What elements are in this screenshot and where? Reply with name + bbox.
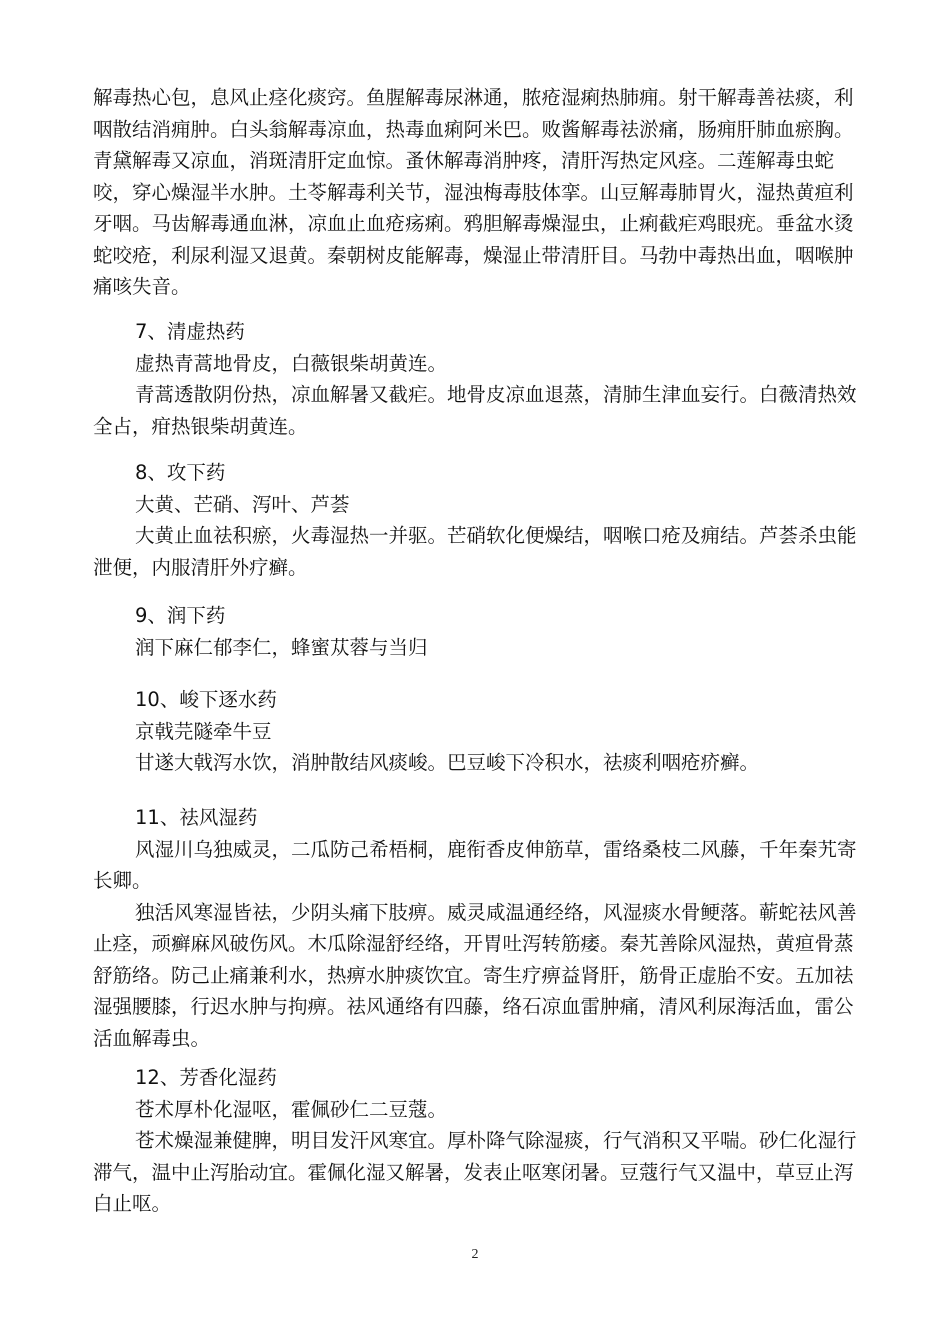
mnemonic-line: 润下麻仁郁李仁，蜂蜜苁蓉与当归 — [135, 635, 428, 659]
section-heading: 11、祛风湿药 — [135, 806, 258, 829]
body-text: 甘遂大戟泻水饮，消肿散结风痰峻。巴豆峻下冷积水，祛痰利咽疮疥癣。 — [135, 751, 760, 774]
page-number: 2 — [471, 1247, 479, 1262]
body-text: 独活风寒湿皆祛，少阴头痛下肢痹。威灵咸温通经络，风湿痰水骨鲠落。蕲蛇祛风善止痉，顽癣麻风破伤风。木瓜除湿舒经络，开胃吐泻转筋痿。秦艽善除风湿热，黄疸骨蒸舒筋络。防己止痛兼利水，热痹水肿痰饮宜。寄生疗痹益肾肝，筋骨正虚胎不安。五加祛湿强腰膝，行迟水肿与拘痹。祛风通络有四藤，络石凉血雷肿痛，清风利尿海活血，雷公活血解毒虫。 — [93, 900, 857, 1050]
body-text: 大黄止血祛积瘀，火毒湿热一并驱。芒硝软化便燥结，咽喉口疮及痈结。芦荟杀虫能泄便，内服清肝外疗癣。 — [93, 524, 857, 579]
mnemonic-line: 风湿川乌独威灵，二瓜防己希梧桐，鹿衔香皮伸筋草，雷络桑枝二风藤，千年秦艽寄长卿。 — [93, 837, 857, 892]
section-7 — [93, 316, 863, 442]
section-10 — [93, 684, 863, 779]
section-heading: 9、润下药 — [135, 604, 226, 627]
section-9 — [93, 600, 863, 663]
section-heading: 10、峻下逐水药 — [135, 688, 277, 711]
mnemonic-line: 虚热青蒿地骨皮，白薇银柴胡黄连。 — [135, 351, 448, 375]
mnemonic-line: 苍术厚朴化湿呕，霍佩砂仁二豆蔻。 — [135, 1097, 448, 1121]
section-heading: 7、清虚热药 — [135, 320, 245, 343]
body-text: 青蒿透散阴份热，凉血解暑又截疟。地骨皮凉血退蒸，清肺生津血妄行。白薇清热效全占，疳热银柴胡黄连。 — [93, 383, 857, 438]
body-text: 苍术燥湿兼健脾，明目发汗风寒宜。厚朴降气除湿痰，行气消积又平喘。砂仁化湿行滞气，温中止泻胎动宜。霍佩化湿又解暑，发表止呕寒闭暑。豆蔻行气又温中，草豆止泻白止呕。 — [93, 1129, 857, 1215]
section-12 — [93, 1062, 863, 1220]
body-text: 解毒热心包，息风止痉化痰窍。鱼腥解毒尿淋通，脓疮湿痢热肺痈。射干解毒善祛痰，利咽散结消痈肿。白头翁解毒凉血，热毒血痢阿米巴。败酱解毒祛淤痛，肠痈肝肺血瘀胸。青黛解毒又凉血，消斑清肝定血惊。蚤休解毒消肿疼，清肝泻热定风痉。二莲解毒虫蛇咬，穿心燥湿半水肿。土苓解毒利关节，湿浊梅毒肢体挛。山豆解毒肺胃火，湿热黄疸利牙咽。马齿解毒通血淋，凉血止血疮疡痢。鸦胆解毒燥湿虫，止痢截疟鸡眼疣。垂盆水烫蛇咬疮，利尿利湿又退黄。秦朝树皮能解毒，燥湿止带清肝目。马勃中毒热出血，咽喉肿痛咳失音。 — [93, 86, 854, 298]
intro-paragraph — [93, 82, 863, 303]
section-8 — [93, 457, 863, 583]
section-heading: 8、攻下药 — [135, 461, 226, 484]
section-11 — [93, 802, 863, 1054]
mnemonic-line: 大黄、芒硝、泻叶、芦荟 — [135, 492, 350, 516]
section-heading: 12、芳香化湿药 — [135, 1066, 277, 1089]
mnemonic-line: 京戟芫隧牵牛豆 — [135, 719, 272, 743]
